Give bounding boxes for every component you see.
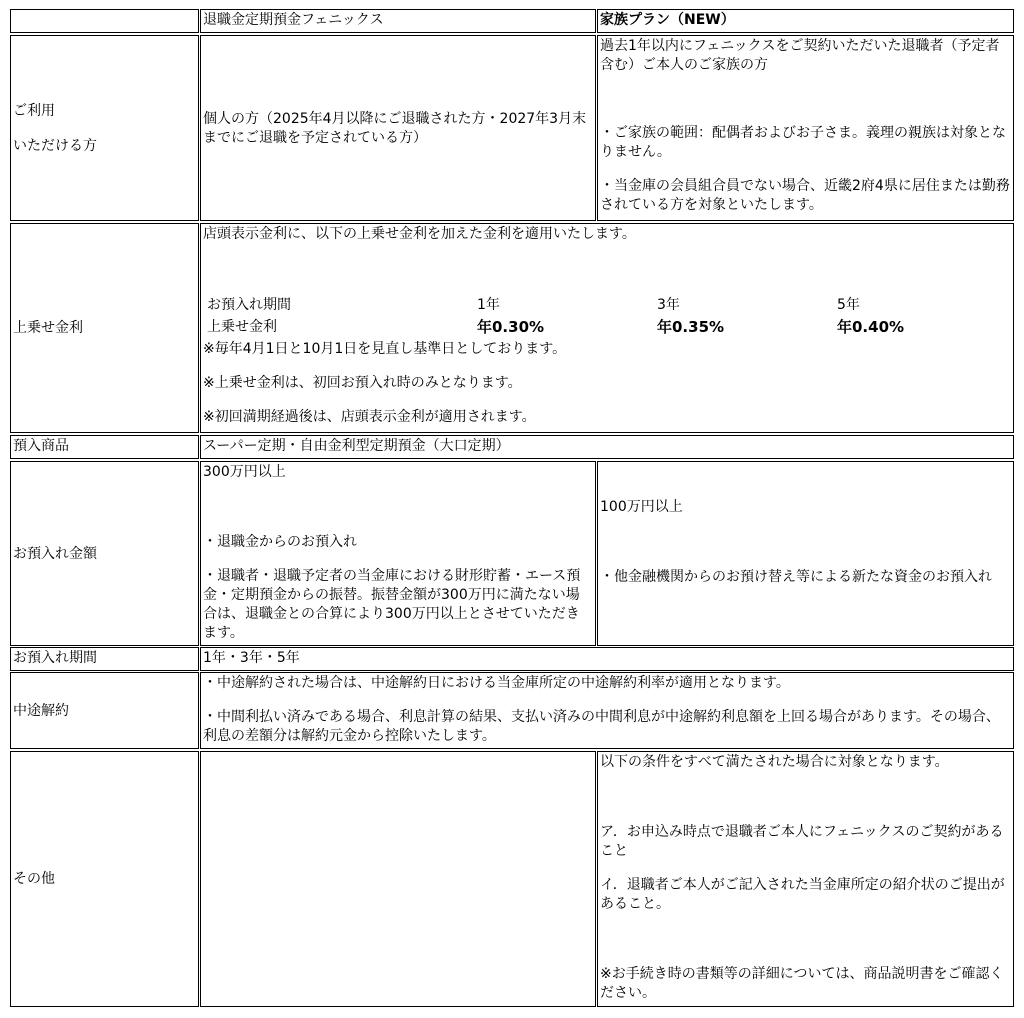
eligibility-label <box>10 35 199 221</box>
term-label: お預入れ期間 <box>10 647 199 671</box>
bonus-rate-content <box>200 223 1014 433</box>
amount-family <box>597 461 1014 646</box>
bonus-rate-note-3: ※初回満期経過後は、店頭表示金利が適用されます。 <box>203 409 536 425</box>
period-header: お預入れ期間 <box>207 297 291 313</box>
bonus-rate-period-row <box>203 296 1011 318</box>
rate-1-year: 年0.30% <box>477 318 545 336</box>
other-label: その他 <box>10 751 199 1007</box>
cancellation-content <box>200 672 1014 749</box>
bonus-rate-note-1: ※毎年4月1日と10月1日を見直し基準日としております。 <box>203 341 567 357</box>
amount-main-source-2: ・退職者・退職予定者の当金庫における財形貯蓄・エース預金・定期預金からの振替。振替金額が300万円に満たない場合は、退職金との合算により300万円以上とさせていただきます。 <box>203 568 581 641</box>
amount-label: お預入れ金額 <box>10 461 199 646</box>
eligibility-label-line-2: いただける方 <box>13 137 97 154</box>
product-label: 預入商品 <box>10 435 199 459</box>
cancellation-line-1: ・中途解約された場合は、中途解約日における当金庫所定の中途解約利率が適用となります。 <box>203 675 790 691</box>
other-main-empty <box>200 751 596 1007</box>
bonus-rate-note-2: ※上乗せ金利は、初回お預入れ時のみとなります。 <box>203 375 522 391</box>
header-plan-family: 家族プラン（NEW） <box>597 9 1014 33</box>
eligibility-family-text-1: 過去1年以内にフェニックスをご契約いただいた退職者（予定者含む）ご本人のご家族の方 <box>600 38 1000 73</box>
amount-main-source-1: ・退職金からのお預入れ <box>203 534 357 550</box>
rate-3-year: 年0.35% <box>657 318 725 336</box>
eligibility-label-line-1: ご利用 <box>13 102 55 119</box>
product-value: スーパー定期・自由金利型定期預金（大口定期） <box>200 435 1014 459</box>
cancellation-line-2: ・中間利払い済みである場合、利息計算の結果、支払い済みの中間利息が中途解約利息額を上回る場合があります。その場合、利息の差額分は解約元金から控除いたします。 <box>203 709 1000 744</box>
eligibility-family-text-2: ・ご家族の範囲：配偶者およびお子さま。義理の親族は対象となりません。 <box>600 125 1006 160</box>
other-family-note: ※お手続き時の書類等の詳細については、商品説明書をご確認ください。 <box>600 966 1004 1001</box>
bonus-rate-label: 上乗せ金利 <box>10 223 199 433</box>
other-family-intro: 以下の条件をすべて満たされた場合に対象となります。 <box>600 754 949 770</box>
other-family-condition-a: ア．お申込み時点で退職者ご本人にフェニックスのご契約があること <box>600 824 1004 859</box>
eligibility-family-text-3: ・当金庫の会員組合員でない場合、近畿2府4県に居住または勤務されている方を対象といたします。 <box>600 178 1010 213</box>
header-empty-cell <box>10 9 199 33</box>
amount-main <box>200 461 596 646</box>
term-1-year: 1年 <box>477 297 500 313</box>
other-family <box>597 751 1014 1007</box>
rate-header: 上乗せ金利 <box>207 319 277 335</box>
cancellation-label: 中途解約 <box>10 672 199 749</box>
header-plan-main: 退職金定期預金フェニックス <box>200 9 596 33</box>
eligibility-main-text: 個人の方（2025年4月以降にご退職された方・2027年3月末までにご退職を予定されている方） <box>203 110 587 146</box>
bonus-rate-value-row <box>203 318 1011 340</box>
bonus-rate-intro: 店頭表示金利に、以下の上乗せ金利を加えた金利を適用いたします。 <box>203 226 636 242</box>
amount-family-minimum: 100万円以上 <box>600 499 683 515</box>
amount-main-minimum: 300万円以上 <box>203 464 286 480</box>
term-5-year: 5年 <box>837 297 860 313</box>
term-value: 1年・3年・5年 <box>200 647 1014 671</box>
term-3-year: 3年 <box>657 297 680 313</box>
eligibility-main <box>200 35 596 221</box>
rate-5-year: 年0.40% <box>837 318 905 336</box>
other-family-condition-i: イ．退職者ご本人がご記入された当金庫所定の紹介状のご提出があること。 <box>600 877 1005 912</box>
amount-family-source: ・他金融機関からのお預け替え等による新たな資金のお預入れ <box>600 569 992 585</box>
eligibility-family <box>597 35 1014 221</box>
